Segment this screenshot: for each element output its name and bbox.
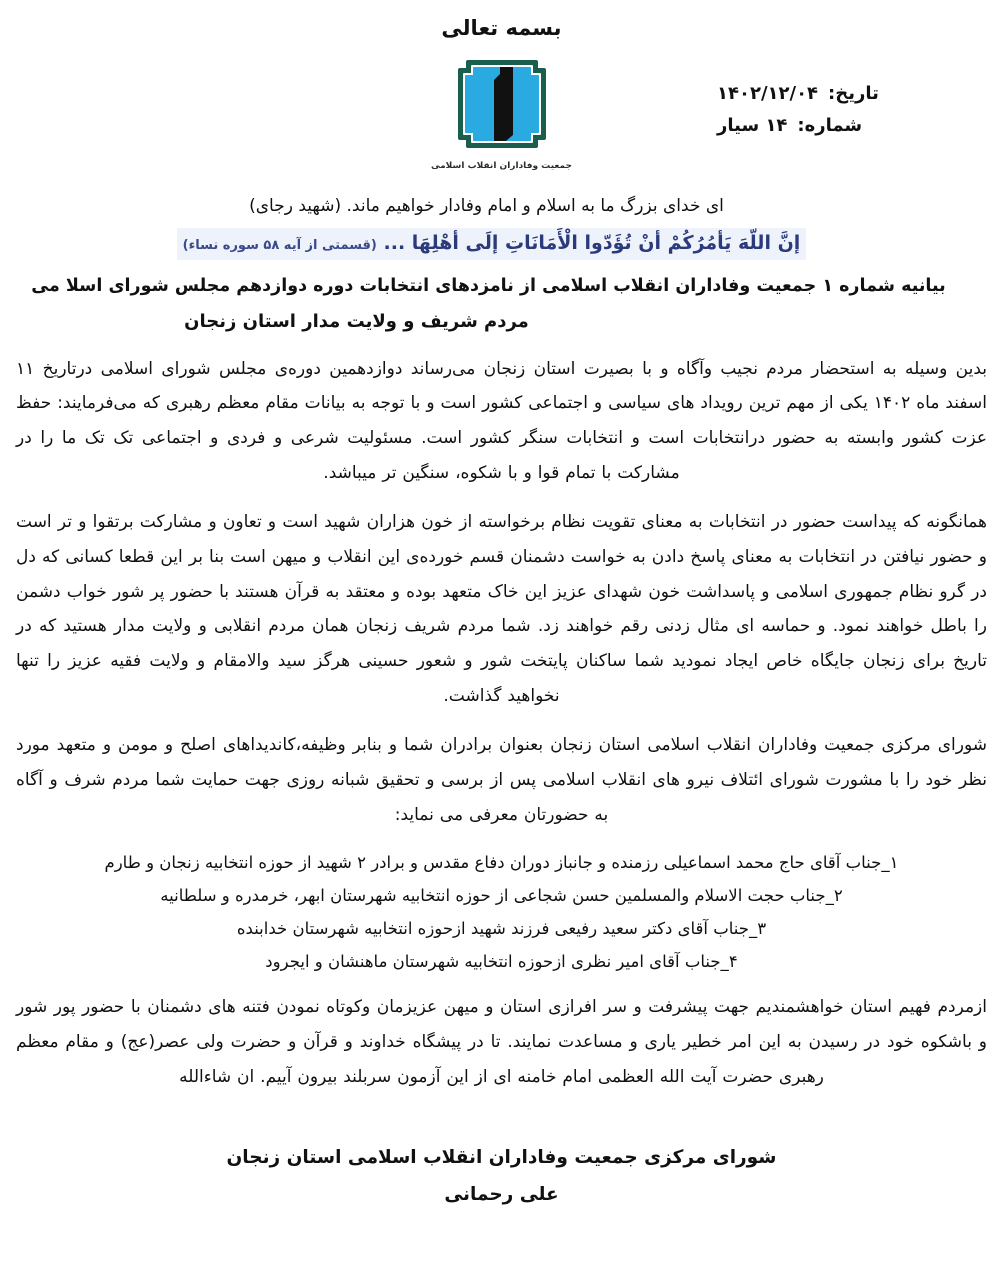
eight-pointed-star-icon: [443, 52, 561, 160]
candidates-list: [16, 846, 987, 978]
quran-verse-row: [16, 228, 987, 261]
date-value: ۱۴۰۲/۱۲/۰۴: [717, 83, 819, 104]
signature-block: [16, 1139, 987, 1213]
list-item: ۳_جناب آقای دکتر سعید رفیعی فرزند شهید ازحوزه انتخابیه شهرستان خدابنده: [236, 919, 767, 939]
list-item: ۲_جناب حجت الاسلام والمسلمین حسن شجاعی از حوزه انتخابیه شهرستان ابهر، خرمدره و سلطانیه: [160, 886, 843, 906]
martyr-quote: ای خدای بزرگ ما به اسلام و امام وفادار خواهیم ماند. (شهید رجای): [249, 196, 724, 216]
quran-verse-text: إنَّ اللّهَ يَأمُرُكُمْ أنْ تُؤَدّوا الْأَمَانَاتِ إلَى أهْلِهَا ...: [383, 231, 801, 254]
paragraph-3: شورای مرکزی جمعیت وفاداران انقلاب اسلامی استان زنجان بعنوان برادران شما و بنابر وظیفه،کاندیداهای اصلح و مومن و متعهد مورد نظر خود را با مشورت شورای ائتلاف نیرو های انقلاب اسلامی پس از برسی و تحقیق شبانه روزی جهت حمایت شما مردم شرف و آگاه به حضورتان معرفی می نماید:: [16, 734, 987, 825]
salutation: مردم شریف و ولایت مدار استان زنجان: [184, 310, 529, 332]
signature-name: علی رحمانی: [444, 1184, 559, 1206]
paragraph-2: همانگونه که پیداست حضور در انتخابات به معنای تقویت نظام برخواسته از خون هزاران شهید است و تعاون و مشارکت برتقوا و تر است و حضور نیافتن در انتخابات به معنای پاسخ دادن به خواست دشمنان قسم خورده‌ی این انقلاب و میهن است بنا بر این قطعا کسانی که دل در گرو نظام جمهوری اسلامی و پاسداشت خون شهدای عزیز این خاک متعهد بوده و معتقد به قرآن هستند با حضور پر شور خواب دشمن را باطل خواهند نمود. و حماسه ای مثال زدنی رقم خواهند زد. شما مردم شریف زنجان همان مردم انقلابی و ولایت مدار هستید که در تاریخ برای زنجان جایگاه خاص ایجاد نمودید شما ساکنان پایتخت شور و شعور حسینی هرگز سید والامقام و ولایت فقیه عزیز را تنها نخواهید گذاشت.: [16, 511, 987, 707]
quran-verse: [177, 228, 807, 261]
quran-verse-source: (قسمتی از آیه ۵۸ سوره نساء): [182, 237, 377, 253]
date-row: [717, 78, 947, 110]
number-value: ۱۴ سیار: [717, 114, 788, 136]
list-item: ۴_جناب آقای امیر نظری ازحوزه انتخابیه شهرستان ماهنشان و ایجرود: [265, 952, 738, 972]
number-row: [717, 110, 947, 142]
statement-title: بیانیه شماره ۱ جمعیت وفاداران انقلاب اسلامی از نامزدهای انتخابات دوره دوازدهم مجلس شورای اسلا می: [31, 276, 946, 297]
document-meta: [717, 78, 947, 141]
date-label: تاریخ:: [828, 83, 879, 104]
document-header: [0, 0, 1003, 190]
signature-council: شورای مرکزی جمعیت وفاداران انقلاب اسلامی استان زنجان: [226, 1147, 777, 1169]
closing-paragraph: ازمردم فهیم استان خواهشمندیم جهت پیشرفت و سر افرازی استان و میهن عزیزمان وکوتاه نمودن فتنه های دشمنان با حضور پور شور و باشکوه خود در رسیدن به این امر خطیر یاری و مساعدت نمایند. تا در پیشگاه خداوند و قرآن و حضرت ولی عصر(عج) و مقام معظم رهبری حضرت آیت الله العظمی امام خامنه ای از این آزمون سربلند بیرون آییم. ان شاءالله: [16, 997, 987, 1088]
basmala-heading: بسمه تعالی: [441, 16, 562, 40]
paragraph-1: بدین وسیله به استحضار مردم نجیب وآگاه و با بصیرت استان زنجان می‌رساند دوازدهمین دوره‌ی مجلس شورای اسلامی درتاریخ ۱۱ اسفند ماه ۱۴۰۲ یکی از مهم ترین رویداد های سیاسی و اجتماعی کشور است و با توجه به بیانات مقام معظم رهبری که می‌فرمایند: حفظ عزت کشور وابسته به حضور درانتخابات است و انتخابات سنگر کشور است. مسئولیت شرعی و فردی و اجتماعی تک تک ما را در مشارکت با تمام قوا و با شکوه، سنگین تر میباشد.: [16, 358, 988, 484]
logo-caption: جمعیت وفاداران انقلاب اسلامی: [431, 161, 572, 171]
list-item: ۱_جناب آقای حاج محمد اسماعیلی رزمنده و جانباز دوران دفاع مقدس و برادر ۲ شهید از حوزه انتخابیه زنجان و طارم: [104, 853, 899, 873]
document-body: [0, 194, 1003, 1213]
number-label: شماره:: [797, 114, 863, 136]
